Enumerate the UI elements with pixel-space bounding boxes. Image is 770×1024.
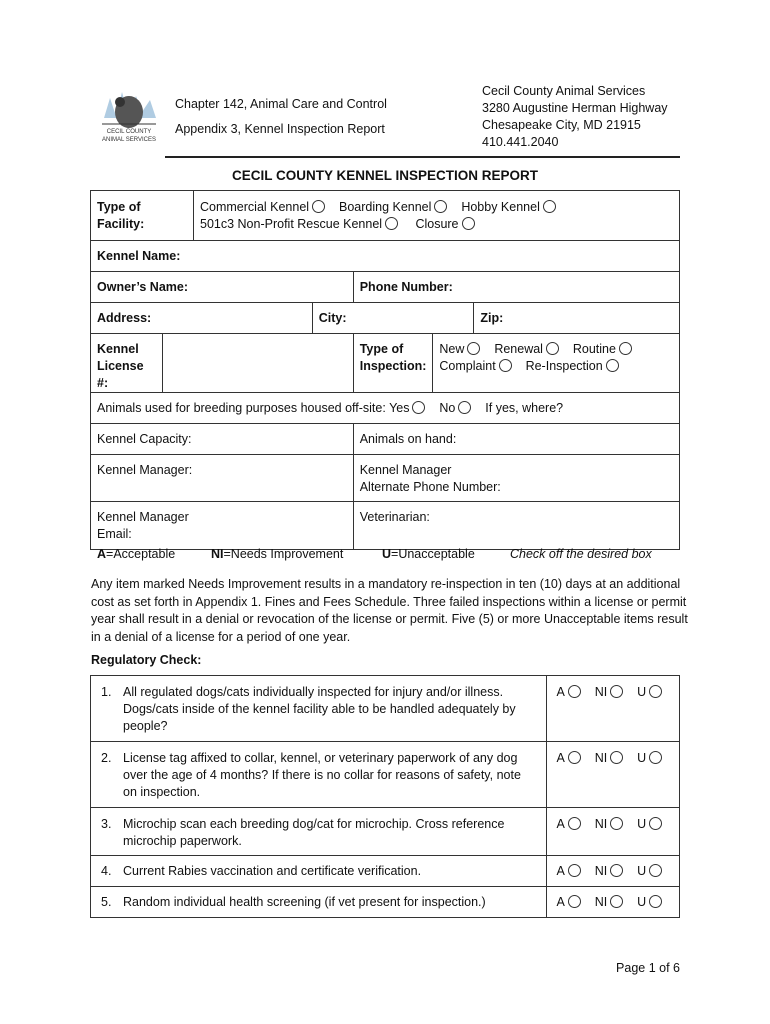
check-number: 1. bbox=[101, 685, 112, 699]
check-number: 2. bbox=[101, 751, 112, 765]
legend-a-text: =Acceptable bbox=[106, 547, 176, 561]
check-row bbox=[91, 676, 547, 742]
facility-label-1: Type of bbox=[97, 200, 141, 214]
breeding-no-label: No bbox=[439, 401, 456, 415]
closure-radio[interactable] bbox=[462, 217, 475, 230]
regulatory-check-table bbox=[90, 675, 680, 918]
breeding-offsite-row bbox=[91, 393, 680, 424]
svg-text:ANIMAL SERVICES: ANIMAL SERVICES bbox=[101, 137, 157, 143]
mgr-email-label-1: Kennel Manager bbox=[97, 510, 189, 524]
breeding-question: Animals used for breeding purposes housed off-site: Yes bbox=[97, 401, 410, 415]
legend-acceptable bbox=[97, 547, 175, 561]
kennel-info-table bbox=[90, 240, 680, 550]
commercial-kennel-label: Commercial Kennel bbox=[200, 200, 310, 214]
svg-text:CECIL COUNTY: CECIL COUNTY bbox=[106, 129, 152, 135]
new-radio[interactable] bbox=[467, 342, 480, 355]
mgr-email-label-2: Email: bbox=[97, 527, 132, 541]
regulatory-heading: Regulatory Check: bbox=[91, 653, 202, 667]
agency-name: Cecil County Animal Services bbox=[482, 84, 646, 98]
address-field[interactable]: Address: bbox=[91, 303, 313, 334]
option-ni-label: NI bbox=[594, 751, 608, 765]
legend-needs-improvement bbox=[211, 547, 343, 561]
check-options bbox=[547, 856, 680, 887]
agency-phone: 410.441.2040 bbox=[482, 135, 559, 149]
check-options bbox=[547, 742, 680, 808]
veterinarian-field[interactable]: Veterinarian: bbox=[353, 502, 679, 550]
check-row bbox=[91, 856, 547, 887]
option-ni-label: NI bbox=[594, 685, 608, 699]
legend-ni-text: =Needs Improvement bbox=[223, 547, 344, 561]
capacity-field[interactable]: Kennel Capacity: bbox=[91, 424, 354, 455]
inspection-label-1: Type of bbox=[359, 342, 404, 356]
breeding-yes-radio[interactable] bbox=[412, 401, 425, 414]
routine-radio[interactable] bbox=[619, 342, 632, 355]
check-row bbox=[91, 742, 547, 808]
county-logo bbox=[96, 78, 162, 148]
animals-on-hand-field[interactable]: Animals on hand: bbox=[353, 424, 679, 455]
closure-label: Closure bbox=[415, 217, 459, 231]
check-options bbox=[547, 887, 680, 918]
option-a-label: A bbox=[556, 864, 565, 878]
report-title: CECIL COUNTY KENNEL INSPECTION REPORT bbox=[231, 168, 539, 183]
inspection-type-label bbox=[353, 334, 433, 393]
check-options bbox=[547, 676, 680, 742]
rescue-kennel-label: 501c3 Non-Profit Rescue Kennel bbox=[200, 217, 383, 231]
boarding-kennel-label: Boarding Kennel bbox=[338, 200, 432, 214]
check-number: 5. bbox=[101, 895, 112, 909]
option-u-label: U bbox=[637, 895, 647, 909]
alt-phone-label-2: Alternate Phone Number: bbox=[359, 480, 501, 494]
policy-paragraph: Any item marked Needs Improvement results in a mandatory re-inspection in ten (10) days at an additional cost as set forth in Appendix 1. Fines and Fees Schedule. Three failed inspections within a license or permit year shall result in a denial or revocation of the license or permit. Five (5) or more Unacceptable items result in a denial of a license for a period of one year. bbox=[91, 577, 688, 644]
legend-ni-key: NI bbox=[211, 547, 224, 561]
check-text: License tag affixed to collar, kennel, or veterinary paperwork of any dog over the age of 4 months? If there is no collar for reasons of safety, note on inspection. bbox=[123, 751, 521, 799]
facility-type-label bbox=[91, 191, 194, 241]
check-text: Random individual health screening (if vet present for inspection.) bbox=[123, 895, 486, 909]
license-label-1: Kennel bbox=[97, 342, 139, 356]
renewal-label: Renewal bbox=[494, 342, 543, 356]
option-u-label: U bbox=[637, 864, 647, 878]
license-label bbox=[91, 334, 163, 393]
legend-u-text: =Unacceptable bbox=[391, 547, 475, 561]
option-a-label: A bbox=[556, 685, 565, 699]
legend-unacceptable bbox=[382, 547, 475, 561]
option-a-radio[interactable] bbox=[568, 685, 581, 698]
header-rule bbox=[165, 156, 680, 158]
option-a-radio[interactable] bbox=[568, 751, 581, 764]
check-text: Current Rabies vaccination and certificate verification. bbox=[123, 864, 422, 878]
alt-phone-label-1: Kennel Manager bbox=[359, 463, 452, 477]
facility-options bbox=[194, 191, 680, 241]
alternate-phone-field[interactable] bbox=[353, 455, 679, 502]
routine-label: Routine bbox=[572, 342, 616, 356]
manager-email-field[interactable] bbox=[91, 502, 354, 550]
owner-name-field[interactable]: Owner’s Name: bbox=[91, 272, 354, 303]
rescue-kennel-radio[interactable] bbox=[385, 217, 398, 230]
check-text: Microchip scan each breeding dog/cat for microchip. Cross reference microchip paperwork. bbox=[123, 817, 505, 848]
check-row bbox=[91, 808, 547, 856]
city-field[interactable]: City: bbox=[312, 303, 474, 334]
legend-u-key: U bbox=[382, 547, 392, 561]
option-u-radio[interactable] bbox=[649, 864, 662, 877]
facility-label-2: Facility: bbox=[97, 217, 145, 231]
legend-a-key: A bbox=[97, 547, 107, 561]
renewal-radio[interactable] bbox=[546, 342, 559, 355]
option-a-label: A bbox=[556, 895, 565, 909]
breeding-where-label[interactable]: If yes, where? bbox=[485, 401, 564, 415]
license-input[interactable] bbox=[163, 334, 354, 393]
option-ni-radio[interactable] bbox=[610, 685, 623, 698]
phone-number-field[interactable]: Phone Number: bbox=[353, 272, 679, 303]
option-u-radio[interactable] bbox=[649, 685, 662, 698]
complaint-label: Complaint bbox=[439, 359, 496, 373]
facility-table bbox=[90, 190, 680, 241]
option-ni-label: NI bbox=[594, 817, 608, 831]
zip-field[interactable]: Zip: bbox=[474, 303, 680, 334]
kennel-manager-field[interactable]: Kennel Manager: bbox=[91, 455, 354, 502]
option-a-label: A bbox=[556, 751, 565, 765]
complaint-radio[interactable] bbox=[499, 359, 512, 372]
option-u-radio[interactable] bbox=[649, 895, 662, 908]
option-a-radio[interactable] bbox=[568, 817, 581, 830]
check-options bbox=[547, 808, 680, 856]
chapter-title: Chapter 142, Animal Care and Control bbox=[175, 97, 387, 111]
check-number: 4. bbox=[101, 864, 112, 878]
reinspection-radio[interactable] bbox=[606, 359, 619, 372]
option-ni-radio[interactable] bbox=[610, 817, 623, 830]
kennel-name-field[interactable]: Kennel Name: bbox=[91, 241, 680, 272]
appendix-title: Appendix 3, Kennel Inspection Report bbox=[175, 122, 385, 136]
breeding-no-radio[interactable] bbox=[458, 401, 471, 414]
reinspection-label: Re-Inspection bbox=[525, 359, 603, 373]
option-a-label: A bbox=[556, 817, 565, 831]
check-text: All regulated dogs/cats individually inspected for injury and/or illness. Dogs/cats inside of the kennel facility able to be handled adequately by people? bbox=[123, 685, 516, 733]
license-label-2: License #: bbox=[97, 359, 144, 390]
inspection-options bbox=[433, 334, 680, 393]
option-a-radio[interactable] bbox=[568, 864, 581, 877]
check-row bbox=[91, 887, 547, 918]
option-ni-radio[interactable] bbox=[610, 751, 623, 764]
option-u-radio[interactable] bbox=[649, 751, 662, 764]
option-u-label: U bbox=[637, 817, 647, 831]
option-u-label: U bbox=[637, 685, 647, 699]
inspection-label-2: Inspection: bbox=[359, 359, 427, 373]
legend-note: Check off the desired box bbox=[510, 547, 652, 561]
hobby-kennel-radio[interactable] bbox=[543, 200, 556, 213]
hobby-kennel-label: Hobby Kennel bbox=[461, 200, 540, 214]
option-ni-radio[interactable] bbox=[610, 895, 623, 908]
page-number: Page 1 of 6 bbox=[616, 961, 680, 975]
option-ni-radio[interactable] bbox=[610, 864, 623, 877]
commercial-kennel-radio[interactable] bbox=[312, 200, 325, 213]
check-number: 3. bbox=[101, 817, 112, 831]
agency-city: Chesapeake City, MD 21915 bbox=[482, 118, 641, 132]
new-label: New bbox=[439, 342, 465, 356]
option-u-label: U bbox=[637, 751, 647, 765]
boarding-kennel-radio[interactable] bbox=[434, 200, 447, 213]
option-u-radio[interactable] bbox=[649, 817, 662, 830]
agency-address bbox=[482, 83, 668, 151]
agency-street: 3280 Augustine Herman Highway bbox=[482, 101, 668, 115]
option-a-radio[interactable] bbox=[568, 895, 581, 908]
option-ni-label: NI bbox=[594, 895, 608, 909]
option-ni-label: NI bbox=[594, 864, 608, 878]
